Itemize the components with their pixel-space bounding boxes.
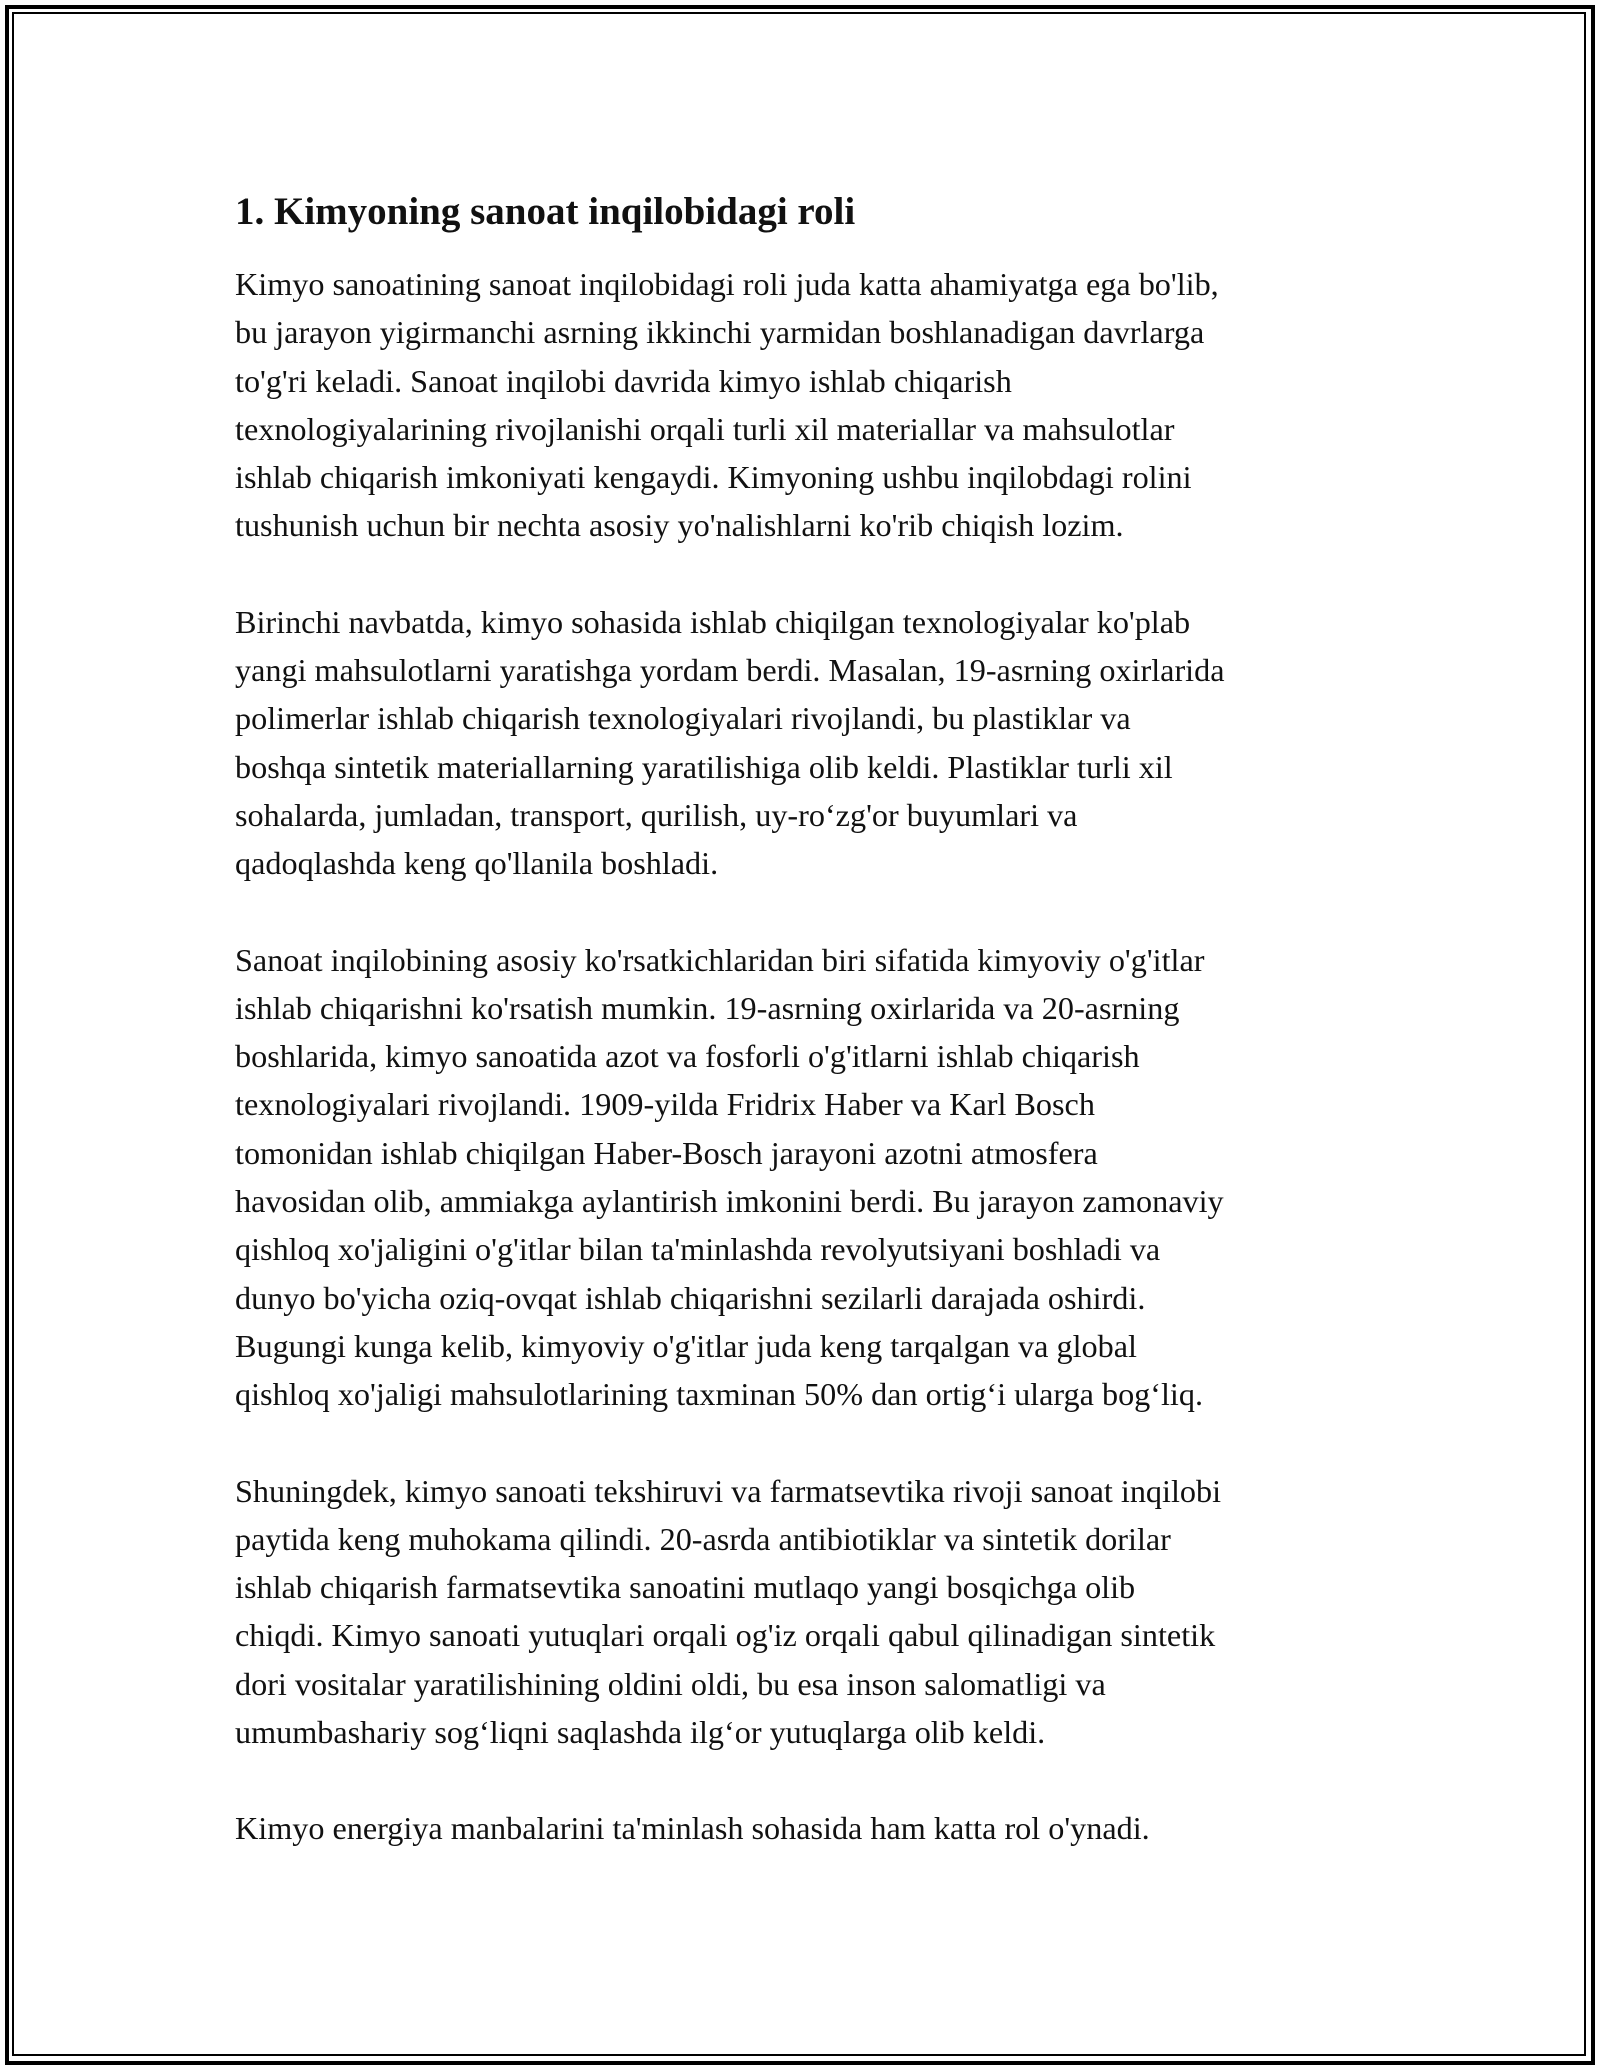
paragraph-3: Sanoat inqilobining asosiy ko'rsatkichlaridan biri sifatida kimyoviy o'g'itlar ishlab chiqarishni ko'rsatish mumkin. 19-asrning oxirlarida va 20-asrning boshlarida, kimyo sanoatida azot va fosforli o'g'itlarni ishlab chiqarish texnologiyalari rivojlandi. 1909-yilda Fridrix Haber va Karl Bosch tomonidan ishlab chiqilgan Haber-Bosch jarayoni azotni atmosfera havosidan olib, ammiakga aylantirish imkonini berdi. Bu jarayon zamonaviy qishloq xo'jaligini o'g'itlar bilan ta'minlashda revolyutsiyani boshladi va dunyo bo'yicha oziq-ovqat ishlab chiqarishni sezilarli darajada oshirdi. Bugungi kunga kelib, kimyoviy o'g'itlar juda keng tarqalgan va global qishloq xo'jaligi mahsulotlarining taxminan 50% dan ortig‘i ularga bog‘liq. bbox=[235, 941, 1224, 1413]
paragraph-2: Birinchi navbatda, kimyo sohasida ishlab chiqilgan texnologiyalar ko'plab yangi mahsulotlarni yaratishga yordam berdi. Masalan, 19-asrning oxirlarida polimerlar ishlab chiqarish texnologiyalari rivojlandi, bu plastiklar va boshqa sintetik materiallarning yaratilishiga olib keldi. Plastiklar turli xil sohalarda, jumladan, transport, qurilish, uy-ro‘zg'or buyumlari va qadoqlashda keng qo'llanila boshladi. bbox=[235, 603, 1225, 882]
section-heading: 1. Kimyoning sanoat inqilobidagi roli bbox=[235, 190, 856, 233]
paragraph-5: Kimyo energiya manbalarini ta'minlash sohasida ham katta rol o'ynadi. bbox=[235, 1810, 1150, 1847]
paragraph-1: Kimyo sanoatining sanoat inqilobidagi roli juda katta ahamiyatga ega bo'lib, bu jarayon yigirmanchi asrning ikkinchi yarmidan boshlanadigan davrlarga to'g'ri keladi. Sanoat inqilobi davrida kimyo ishlab chiqarish texnologiyalarining rivojlanishi orqali turli xil materiallar va mahsulotlar ishlab chiqarish imkoniyati kengaydi. Kimyoning ushbu inqilobdagi rolini tushunish uchun bir nechta asosiy yo'nalishlarni ko'rib chiqish lozim. bbox=[235, 266, 1219, 544]
paragraph-4: Shuningdek, kimyo sanoati tekshiruvi va farmatsevtika rivoji sanoat inqilobi paytida keng muhokama qilindi. 20-asrda antibiotiklar va sintetik dorilar ishlab chiqarish farmatsevtika sanoatini mutlaqo yangi bosqichga olib chiqdi. Kimyo sanoati yutuqlari orqali og'iz orqali qabul qilinadigan sintetik dori vositalar yaratilishining oldini oldi, bu esa inson salomatligi va umumbashariy sog‘liqni saqlashda ilg‘or yutuqlarga olib keldi. bbox=[235, 1472, 1222, 1751]
document-body bbox=[235, 188, 1375, 1901]
